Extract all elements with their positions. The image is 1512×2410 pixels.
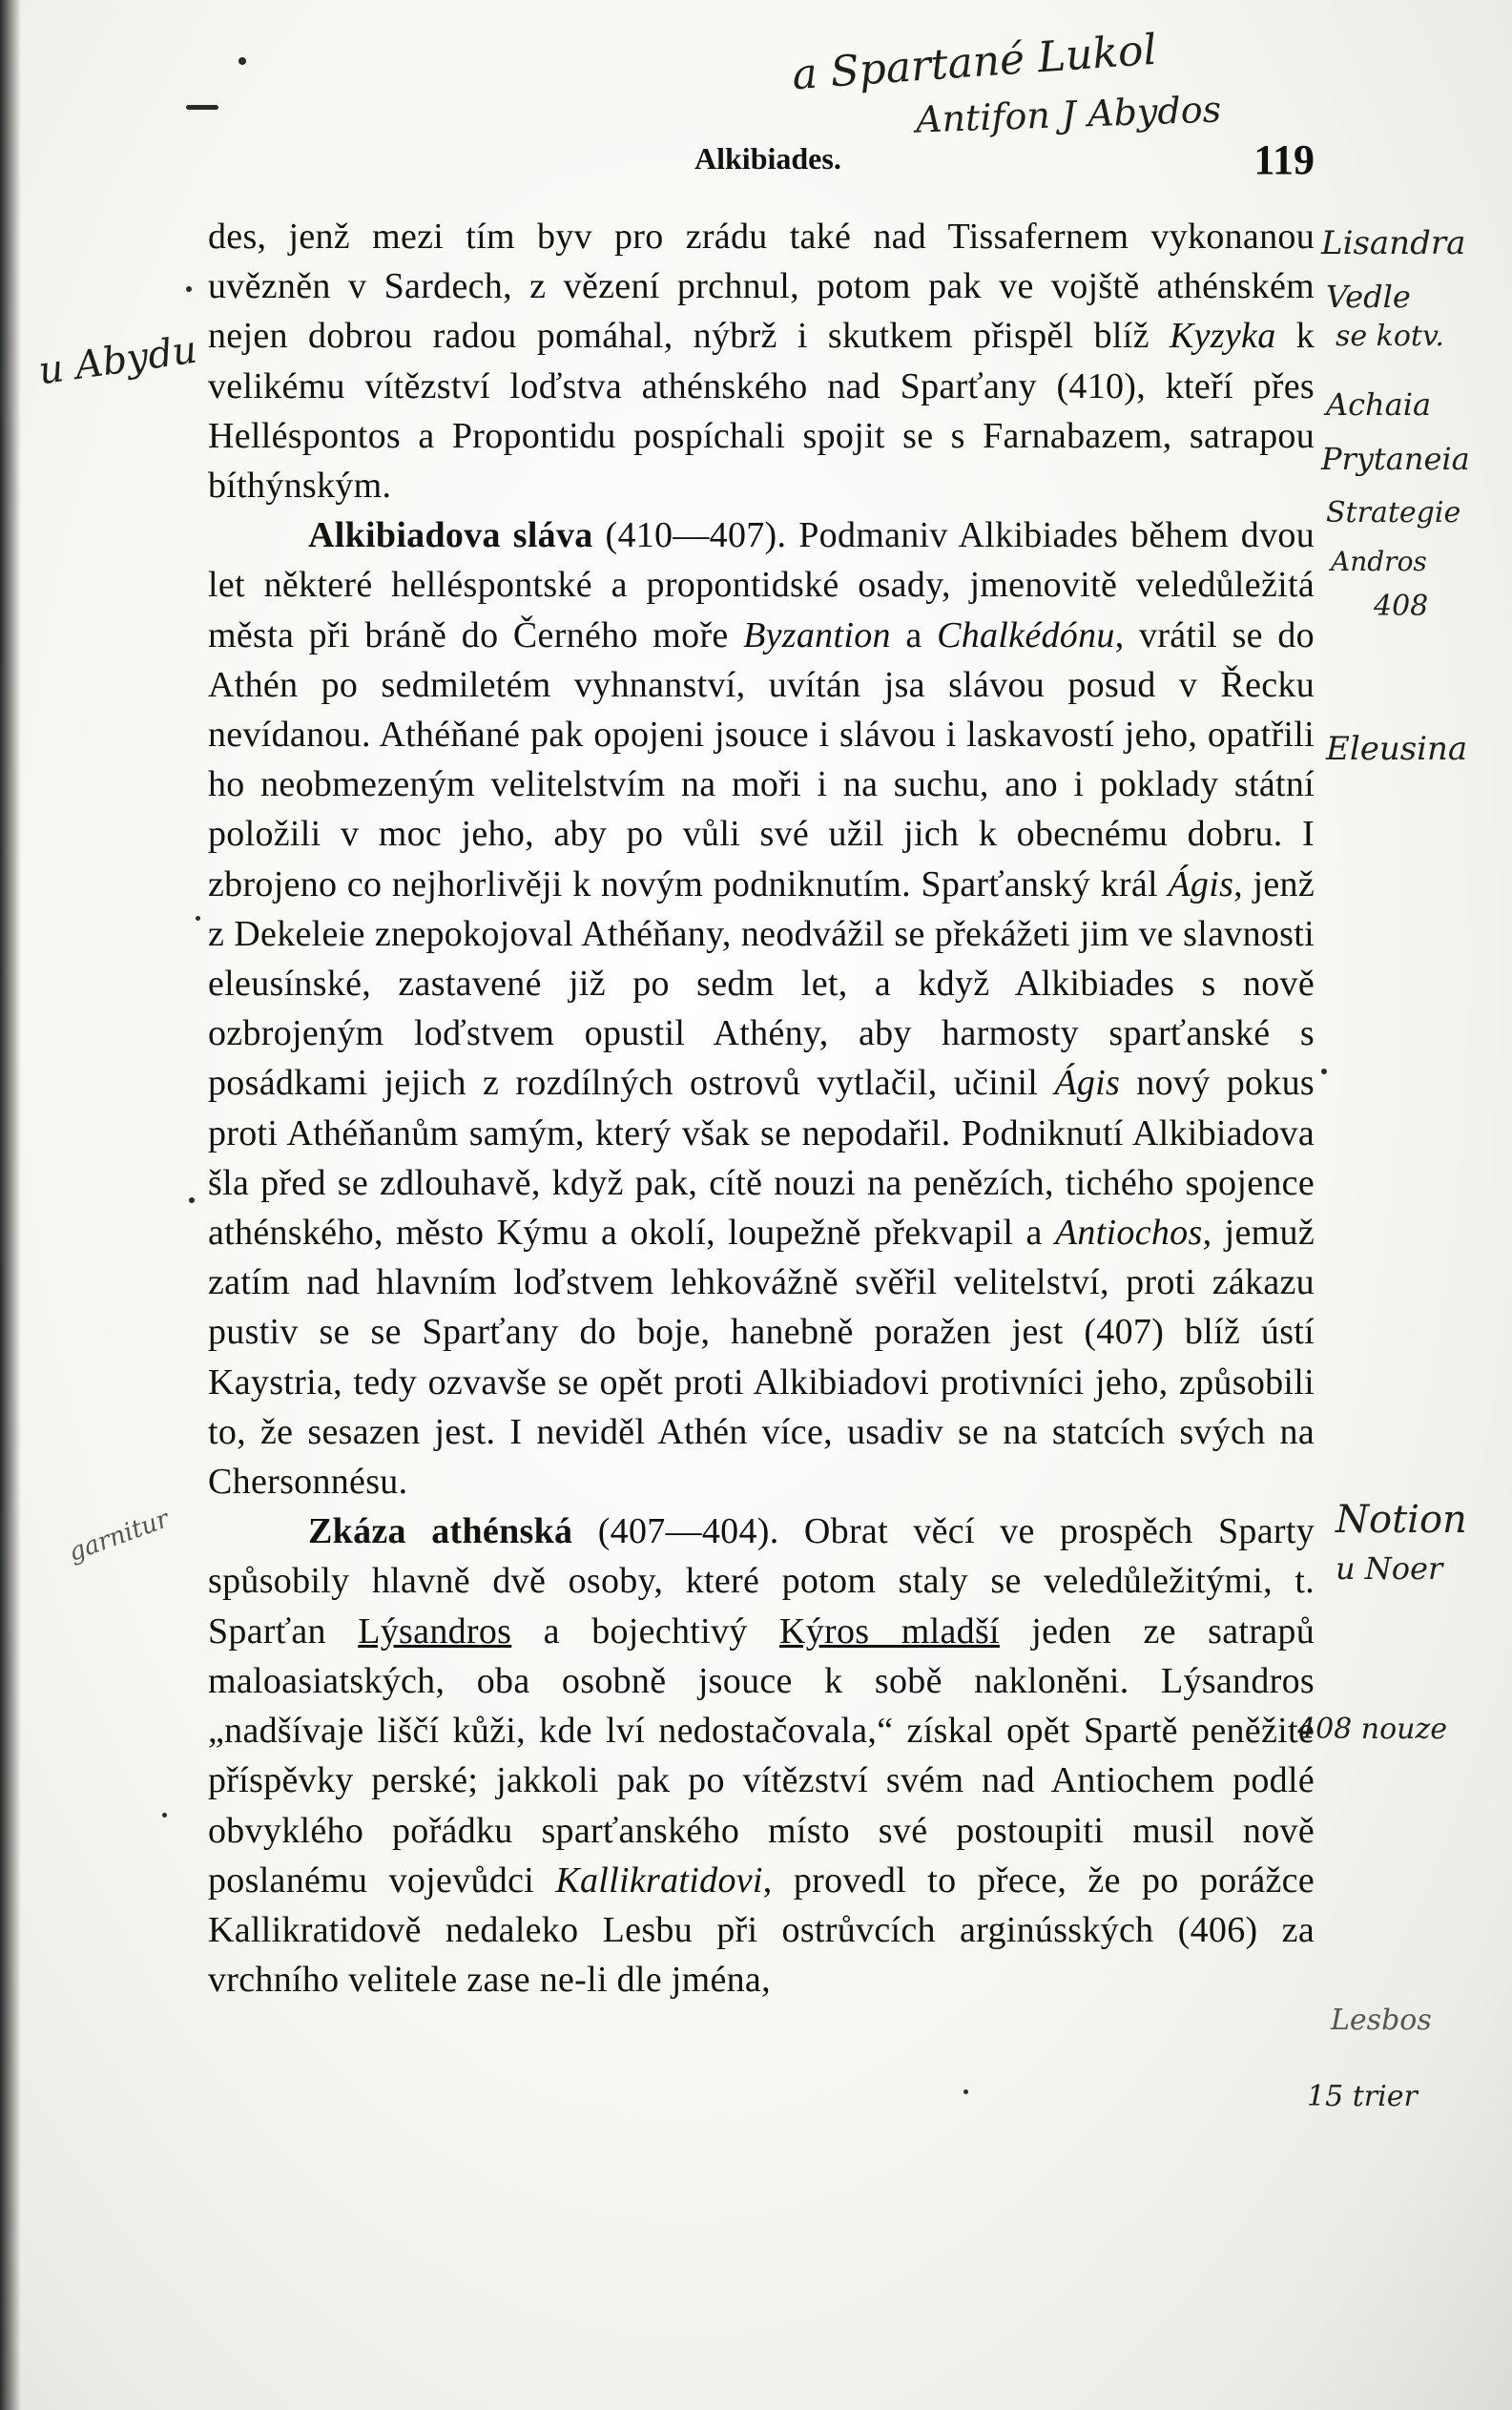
ink-speck — [189, 1197, 195, 1203]
person-name: Ágis — [1168, 863, 1234, 904]
paragraph-2 — [208, 510, 1315, 1506]
ink-speck — [186, 286, 192, 292]
running-head: Alkibiades. — [694, 141, 841, 176]
text-run: des, jenž mezi tím byv pro zrádu také nad Tissafernem vykonanou uvězněn v Sardech, z vězení prchnul, potom pak ve vojště athénském nejen dobrou radou pomáhal, nýbrž i skutkem přispěl blíž — [208, 217, 1315, 357]
margin-note-right-9: Eleusina — [1326, 730, 1468, 768]
margin-note-right-3: se kotv. — [1336, 320, 1444, 353]
margin-note-right-1: Lisandra — [1321, 224, 1466, 262]
margin-note-top-2: Antifon J Abydos — [915, 88, 1222, 141]
page-text — [208, 212, 1315, 2005]
person-name: Ágis — [1054, 1063, 1121, 1104]
margin-note-left-2: garnitur — [65, 1505, 174, 1568]
margin-note-right-6: Strategie — [1326, 496, 1461, 530]
margin-note-right-8: 408 — [1374, 590, 1429, 623]
section-heading: Zkáza athénská — [308, 1511, 573, 1552]
text-run: (407—404). Obrat věcí ve prospěch Sparty spůsobily hlavně dvě osoby, které potom staly se veledůležitými, t. Sparťan — [208, 1511, 1315, 1652]
text-run: (410—407). Podmaniv Alkibiades během dvou let některé helléspontské a propontidské osady, jmenovitě veledůležitá města při bráně do Černého moře — [208, 515, 1315, 655]
person-name: Antiochos — [1054, 1213, 1203, 1254]
text-run: nový pokus proti Athéňanům samým, který však se nepodařil. Podniknutí Alkibiadova šla před se zdlouhavě, když pak, cítě nouzi na penězích, tichého spojence athénského, město Kýmu a okolí, loupežně překvapil a — [208, 1063, 1315, 1254]
margin-note-right-2: Vedle — [1326, 279, 1411, 315]
gutter-shadow — [0, 0, 21, 2410]
ink-speck — [162, 1813, 167, 1818]
ink-speck — [238, 57, 246, 65]
person-name: Lýsandros — [358, 1610, 512, 1652]
paragraph-3 — [208, 1506, 1315, 2005]
ink-speck — [196, 916, 200, 921]
text-run: , vrátil se do Athén po sedmiletém vyhnanství, uvítán jsa slávou posud v Řecku nevídanou. Athéňané pak opojeni jsouce i slávou i laskavostí jeho, opatřili ho neobmezeným velitelstvím na moři i na suchu, ano i poklady státní položili v moc jeho, aby po vůli své užil jich k obecnému dobru. I zbrojeno co nejhorlivěji k novým podniknutím. Sparťanský král — [208, 614, 1315, 904]
ink-speck — [186, 105, 218, 110]
margin-note-right-5: Prytaneia — [1321, 441, 1470, 477]
person-name: Kýros mladší — [779, 1610, 1000, 1652]
text-run: a bojechtivý — [511, 1610, 779, 1652]
place-name: Chalkédónu — [937, 614, 1115, 655]
margin-note-right-7: Andros — [1331, 546, 1427, 577]
margin-note-right-4: Achaia — [1326, 386, 1432, 423]
margin-note-right-10: Notion — [1336, 1498, 1467, 1542]
page-header — [208, 135, 1315, 183]
margin-note-right-12: 408 nouze — [1297, 1713, 1448, 1746]
margin-note-right-13: Lesbos — [1331, 2004, 1432, 2037]
section-heading: Alkibiadova sláva — [308, 515, 593, 556]
page-number: 119 — [1253, 136, 1315, 183]
ink-speck — [1321, 1069, 1327, 1074]
text-run: , provedl to přece, že po porážce Kallikratidově nedaleko Lesbu při ostrůvcích arginúsských (406) za vrchního velitele zase ne-li dle jména, — [208, 1859, 1315, 2001]
text-run: jeden ze satrapů maloasiatských, oba osobně jsouce k sobě nakloněni. Lýsandros „nadšívaje liščí kůži, kde lví nedostačovala,“ získal opět Spartě peněžité příspěvky perské; jakkoli pak po vítězství svém nad Antiochem podlé obvyklého pořádku sparťanského místo své postoupiti musil nově poslanému vojevůdci — [208, 1610, 1315, 1901]
text-run: , jemuž zatím nad hlavním loďstvem lehkovážně svěřil velitelství, proti zákazu pustiv se se Sparťany do boje, hanebně poražen jest (407) blíž ústí Kaystria, tedy ozvavše se opět proti Alkibiadovi protivníci jeho, způsobili to, že sesazen jest. I neviděl Athén více, usadiv se na statcích svých na Chersonnésu. — [208, 1213, 1315, 1503]
margin-note-right-11: u Noer — [1336, 1550, 1443, 1587]
margin-note-right-14: 15 trier — [1307, 2080, 1418, 2113]
ink-speck — [963, 2089, 968, 2094]
margin-note-top: a Spartané Lukol — [790, 25, 1159, 100]
place-name: Kyzyka — [1169, 316, 1276, 357]
text-run: , jenž z Dekeleie znepokojoval Athéňany, neodvážil se překážeti jim ve slavnosti eleusínské, zastavené již po sedm let, a když Alkibiades s nově ozbrojeným loďstvem opustil Athény, aby harmosty sparťanské s posádkami jejich z rozdílných ostrovů vytlačil, učinil — [208, 863, 1315, 1104]
margin-note-left-1: u Abydu — [35, 327, 200, 394]
place-name: Byzantion — [743, 614, 891, 655]
person-name: Kallikratidovi — [555, 1859, 763, 1901]
text-run: k velikému vítězství loďstva athénského nad Sparťany (410), kteří přes Helléspontos a Propontidu pospíchali spojit se s Farnabazem, satrapou bíthýnským. — [208, 316, 1315, 507]
text-run: a — [890, 614, 938, 655]
paragraph-1 — [208, 212, 1315, 510]
